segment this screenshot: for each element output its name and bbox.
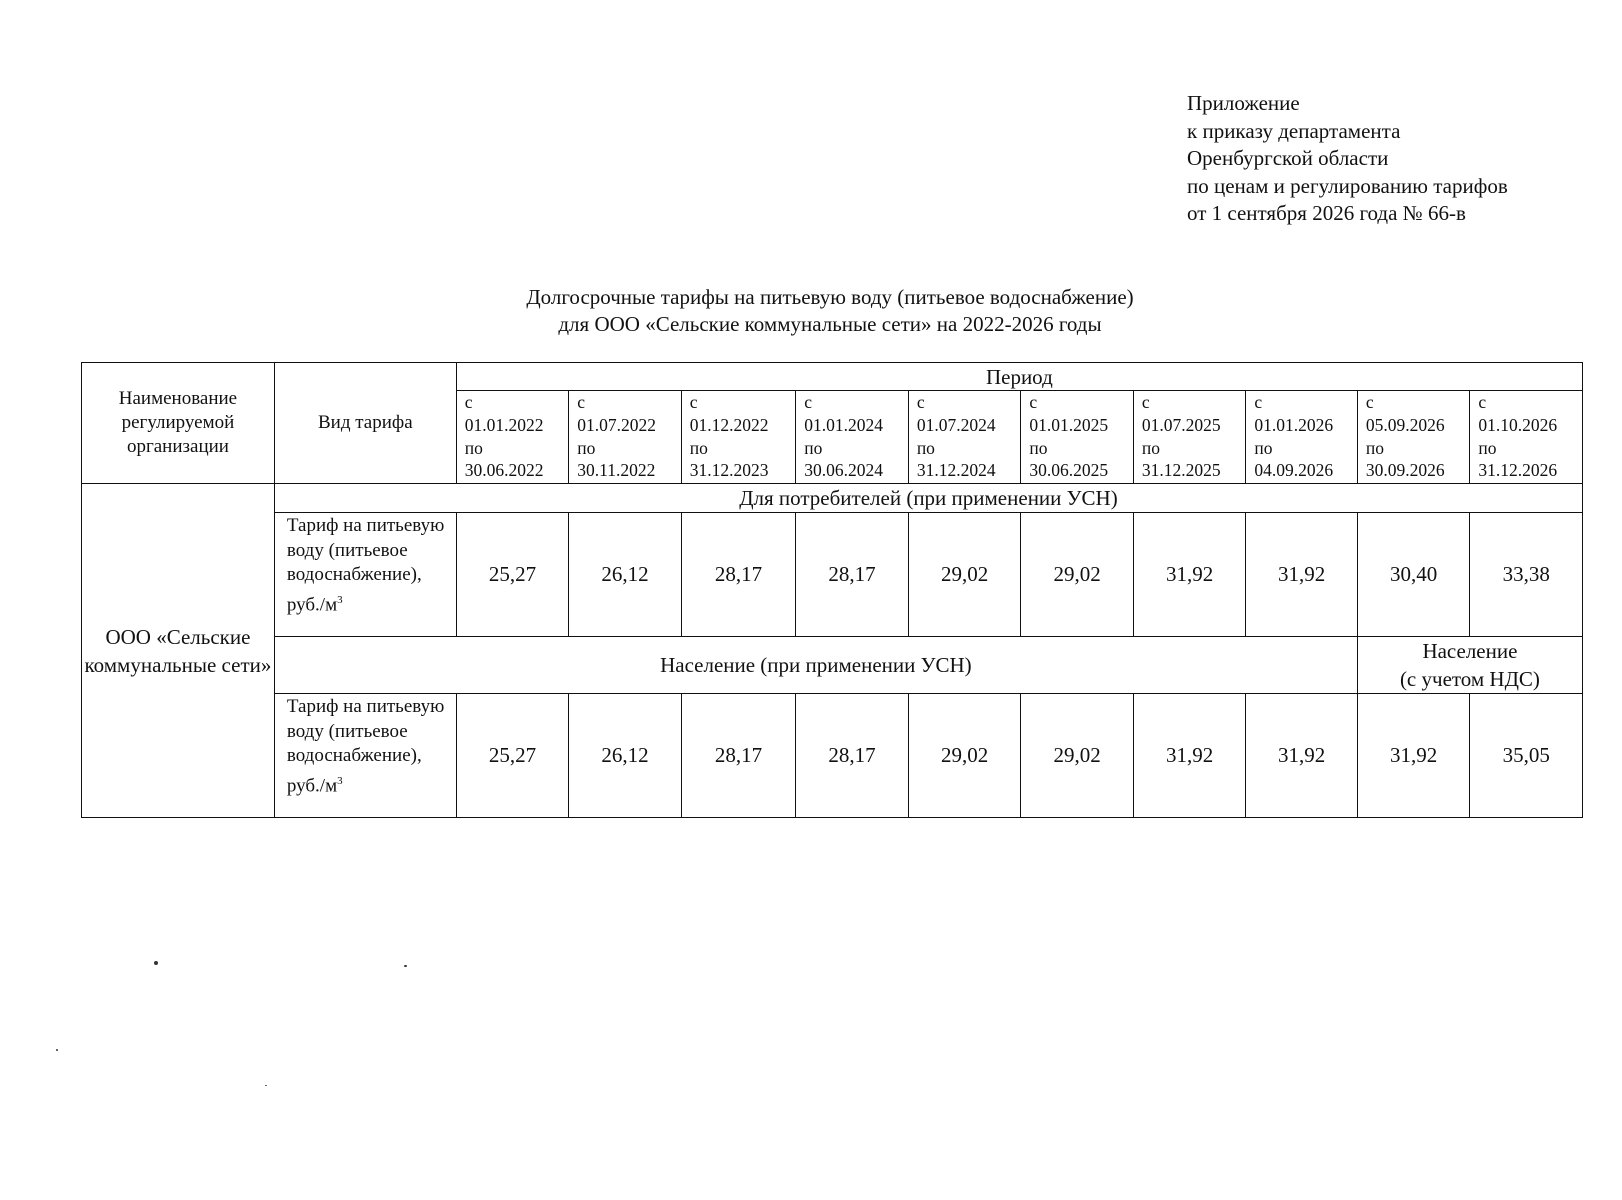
appendix-line: к приказу департамента xyxy=(1187,118,1401,143)
tariff-value: 25,27 xyxy=(456,513,569,637)
period-cell: с 01.01.2022 по 30.06.2022 xyxy=(456,391,569,484)
tariff-kind-label: Тариф на питьевую воду (питьевое водоснабжение), $руб./м^3$ xyxy=(274,513,456,637)
tariff-value: 31,92 xyxy=(1357,694,1470,818)
period-cell: с 01.01.2025 по 30.06.2025 xyxy=(1021,391,1134,484)
scan-speck xyxy=(265,1085,267,1086)
tariff-value: 33,38 xyxy=(1470,513,1583,637)
period-cell: с 01.07.2024 по 31.12.2024 xyxy=(908,391,1021,484)
appendix-line: по ценам и регулированию тарифов xyxy=(1187,173,1508,198)
tariff-table xyxy=(81,362,1583,818)
header-kind-col: Вид тарифа xyxy=(274,363,456,484)
period-cell: с 01.07.2022 по 30.11.2022 xyxy=(569,391,682,484)
tariff-value: 29,02 xyxy=(1021,694,1134,818)
tariff-kind-label: Тариф на питьевую воду (питьевое водоснабжение), $руб./м^3$ xyxy=(274,694,456,818)
appendix-line: от 1 сентября 2026 года № 66-в xyxy=(1187,201,1466,225)
tariff-value: 28,17 xyxy=(681,694,796,818)
appendix-line: Приложение xyxy=(1187,91,1300,115)
tariff-value: 25,27 xyxy=(456,694,569,818)
tariff-value: 35,05 xyxy=(1470,694,1583,818)
appendix-note xyxy=(1187,90,1508,228)
header-row-1 xyxy=(82,363,1583,391)
period-cell: с 01.07.2025 по 31.12.2025 xyxy=(1133,391,1246,484)
tariff-value: 29,02 xyxy=(908,694,1021,818)
consumers-group-label: Для потребителей (при применении УСН) xyxy=(274,484,1582,513)
period-cell: с 01.01.2026 по 04.09.2026 xyxy=(1246,391,1358,484)
title-line-2: для ООО «Сельские коммунальные сети» на 2022-2026 годы xyxy=(558,312,1102,336)
population-vat-label: Население (с учетом НДС) xyxy=(1357,637,1582,694)
tariff-value: 26,12 xyxy=(569,513,682,637)
tariff-value: 26,12 xyxy=(569,694,682,818)
scan-speck xyxy=(154,961,158,965)
population-usn-label: Население (при применении УСН) xyxy=(274,637,1357,694)
tariff-value: 29,02 xyxy=(908,513,1021,637)
tariff-value: 28,17 xyxy=(681,513,796,637)
period-cell: с 01.12.2022 по 31.12.2023 xyxy=(681,391,796,484)
tariff-value: 29,02 xyxy=(1021,513,1134,637)
period-cell: с 01.10.2026 по 31.12.2026 xyxy=(1470,391,1583,484)
population-tariff-row xyxy=(82,694,1583,818)
header-org-col: Наименование регулируемой организации xyxy=(82,363,275,484)
tariff-value: 31,92 xyxy=(1133,694,1246,818)
scan-speck xyxy=(404,965,407,967)
tariff-value: 28,17 xyxy=(796,694,909,818)
population-group-row xyxy=(82,637,1583,694)
period-cell: с 05.09.2026 по 30.09.2026 xyxy=(1357,391,1470,484)
appendix-line: Оренбургской области xyxy=(1187,146,1389,170)
period-cell: с 01.01.2024 по 30.06.2024 xyxy=(796,391,909,484)
scan-speck xyxy=(56,1049,58,1051)
tariff-value: 30,40 xyxy=(1357,513,1470,637)
tariff-value: 31,92 xyxy=(1246,513,1358,637)
consumers-group-row xyxy=(82,484,1583,513)
consumers-tariff-row xyxy=(82,513,1583,637)
header-period-title: Период xyxy=(456,363,1582,391)
tariff-value: 31,92 xyxy=(1246,694,1358,818)
title-line-1: Долгосрочные тарифы на питьевую воду (питьевое водоснабжение) xyxy=(526,285,1134,309)
tariff-value: 31,92 xyxy=(1133,513,1246,637)
organization-name: ООО «Сельские коммунальные сети» xyxy=(82,484,275,818)
tariff-value: 28,17 xyxy=(796,513,909,637)
document-title xyxy=(0,284,1622,338)
